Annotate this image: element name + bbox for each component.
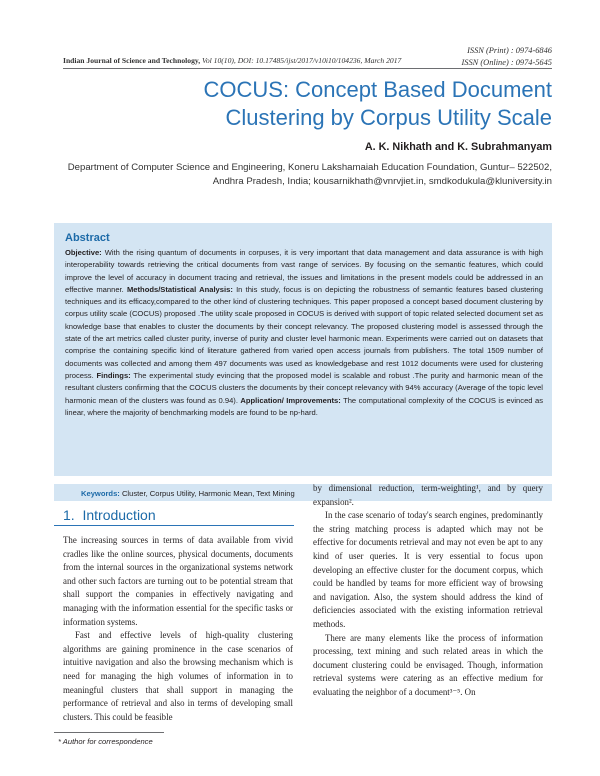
affiliation-line-2: Andhra Pradesh, India; kousarnikhath@vnrvjiet.in, smdkodukula@kluniversity.in: [212, 175, 552, 187]
left-column: [63, 534, 293, 724]
right-column: [313, 482, 543, 700]
keywords-label: Keywords:: [81, 489, 120, 498]
title-line-2: Clustering by Corpus Utility Scale: [225, 105, 552, 130]
journal-details: Vol 10(10), DOI: 10.17485/ijst/2017/v10i10/104236, March 2017: [200, 56, 402, 65]
objective-label: Objective:: [65, 248, 102, 257]
application-label: Application/ Improvements:: [240, 395, 341, 405]
footnote-rule: [54, 732, 164, 733]
keywords: [81, 489, 295, 498]
methods-label: Methods/Statistical Analysis:: [126, 284, 233, 294]
affiliation: [52, 161, 552, 188]
header-rule: [63, 68, 552, 69]
footnote: * Author for correspondence: [58, 737, 153, 746]
journal-citation: [63, 56, 401, 65]
application-text: The computational complexity of the COCUS is evinced as linear, where the majority of benchmarking models are found to be np-hard.: [65, 395, 544, 417]
abstract-heading: Abstract: [65, 232, 110, 244]
section-heading-introduction: [63, 507, 156, 523]
objective-text: With the rising quantum of documents in corpuses, it is very important that data management and data assurance is with high interoperability towards retrieving the critical documents from vast range of services. By focusing on the semantic features, which could improve the level of accuracy in document tracing and retrieval, the issues and limitations in the present models could be addressed in an effective manner.: [65, 248, 543, 294]
abstract-text: [65, 247, 543, 419]
right-paragraph-3: There are many elements like the process of information processing, text mining and such related areas in which the document clustering could be envisaged. Though, information retrieval systems were catering as an effective medium for evaluating the neighbor of a document³⁻⁵. On: [313, 632, 543, 697]
affiliation-line-1: Department of Computer Science and Engineering, Koneru Lakshamaiah Education Foundation, Guntur– 522502,: [67, 162, 552, 173]
section-rule: [54, 525, 294, 526]
issn-print: ISSN (Print) : 0974-6846: [467, 46, 552, 55]
issn-block: [462, 45, 552, 68]
left-paragraph-2: Fast and effective levels of high-quality clustering algorithms are gaining prominence in the case scenarios of intuitive navigation and also the browsing mechanism which is need for managing the high volumes of information in to meaningful clusters that shall support in managing the performance of retrieval and also in terms of developing small clusters. This could be feasible: [63, 630, 293, 722]
section-title: Introduction: [82, 507, 156, 523]
right-paragraph-2: In the case scenario of today's search engines, predominantly the string matching process is adapted which may not be effective for documents retrieval and may not even be apt to any kind of user queries. It is very essential to focus upon developing an effective cluster for the document corpus, which could be handled by teams for more efficient way of browsing and navigation. Also, the system should address the kind of deficiencies associated with the existing information retrieval methods.: [313, 510, 543, 629]
title-line-1: COCUS: Concept Based Document: [203, 77, 552, 102]
journal-name: Indian Journal of Science and Technology,: [63, 56, 201, 65]
left-paragraph-1: The increasing sources in terms of data available from vivid cradles like the online sources, physical documents, documents from the internal sources in the organizational systems network and other such factors are turning out to be potential stream that shall support the companies in effectively navigating and managing with the information essential for the specific tasks or information systems.: [63, 535, 293, 627]
keywords-text: Cluster, Corpus Utility, Harmonic Mean, Text Mining: [119, 489, 295, 498]
right-paragraph-1: by dimensional reduction, term-weighting¹, and by query expansion².: [313, 483, 543, 507]
findings-label: Findings:: [96, 370, 131, 380]
section-number: 1.: [63, 507, 75, 523]
paper-title: [72, 76, 552, 132]
methods-text: In this study, focus is on depicting the robustness of semantic features based clustering techniques and its efficacy,compared to the other kind of clustering techniques. This paper proposed a concept based document clustering by corpus utility scale (COCUS) proposed .The utility scale proposed in COCUS is derived with support of topic related selected document set as knowledge base that enables to cluster the documents by their concept relevancy. The proposed clustering model is assessed through the state of the art metrics called cluster purity, inverse of purity and cluster level harmonic mean. Experiments were carried out on datasets that comprise the containing specific kind of literature gathered from varied open access journals from publishers. The total 1509 number of documents was collected and among them 497 documents was used as knowledgebase and rest 1012 documents were used for clustering process.: [65, 284, 543, 380]
findings-text: The experimental study evincing that the proposed model is scalable and robust .The purity and harmonic mean of the resultant clusters confirming that the COCUS clusters the documents by their concept relevancy with 94% accuracy (Average of the topic level harmonic mean of the clusters was found as 0.94).: [65, 370, 544, 405]
authors: A. K. Nikhath and K. Subrahmanyam: [364, 141, 552, 153]
issn-online: ISSN (Online) : 0974-5645: [461, 57, 552, 67]
